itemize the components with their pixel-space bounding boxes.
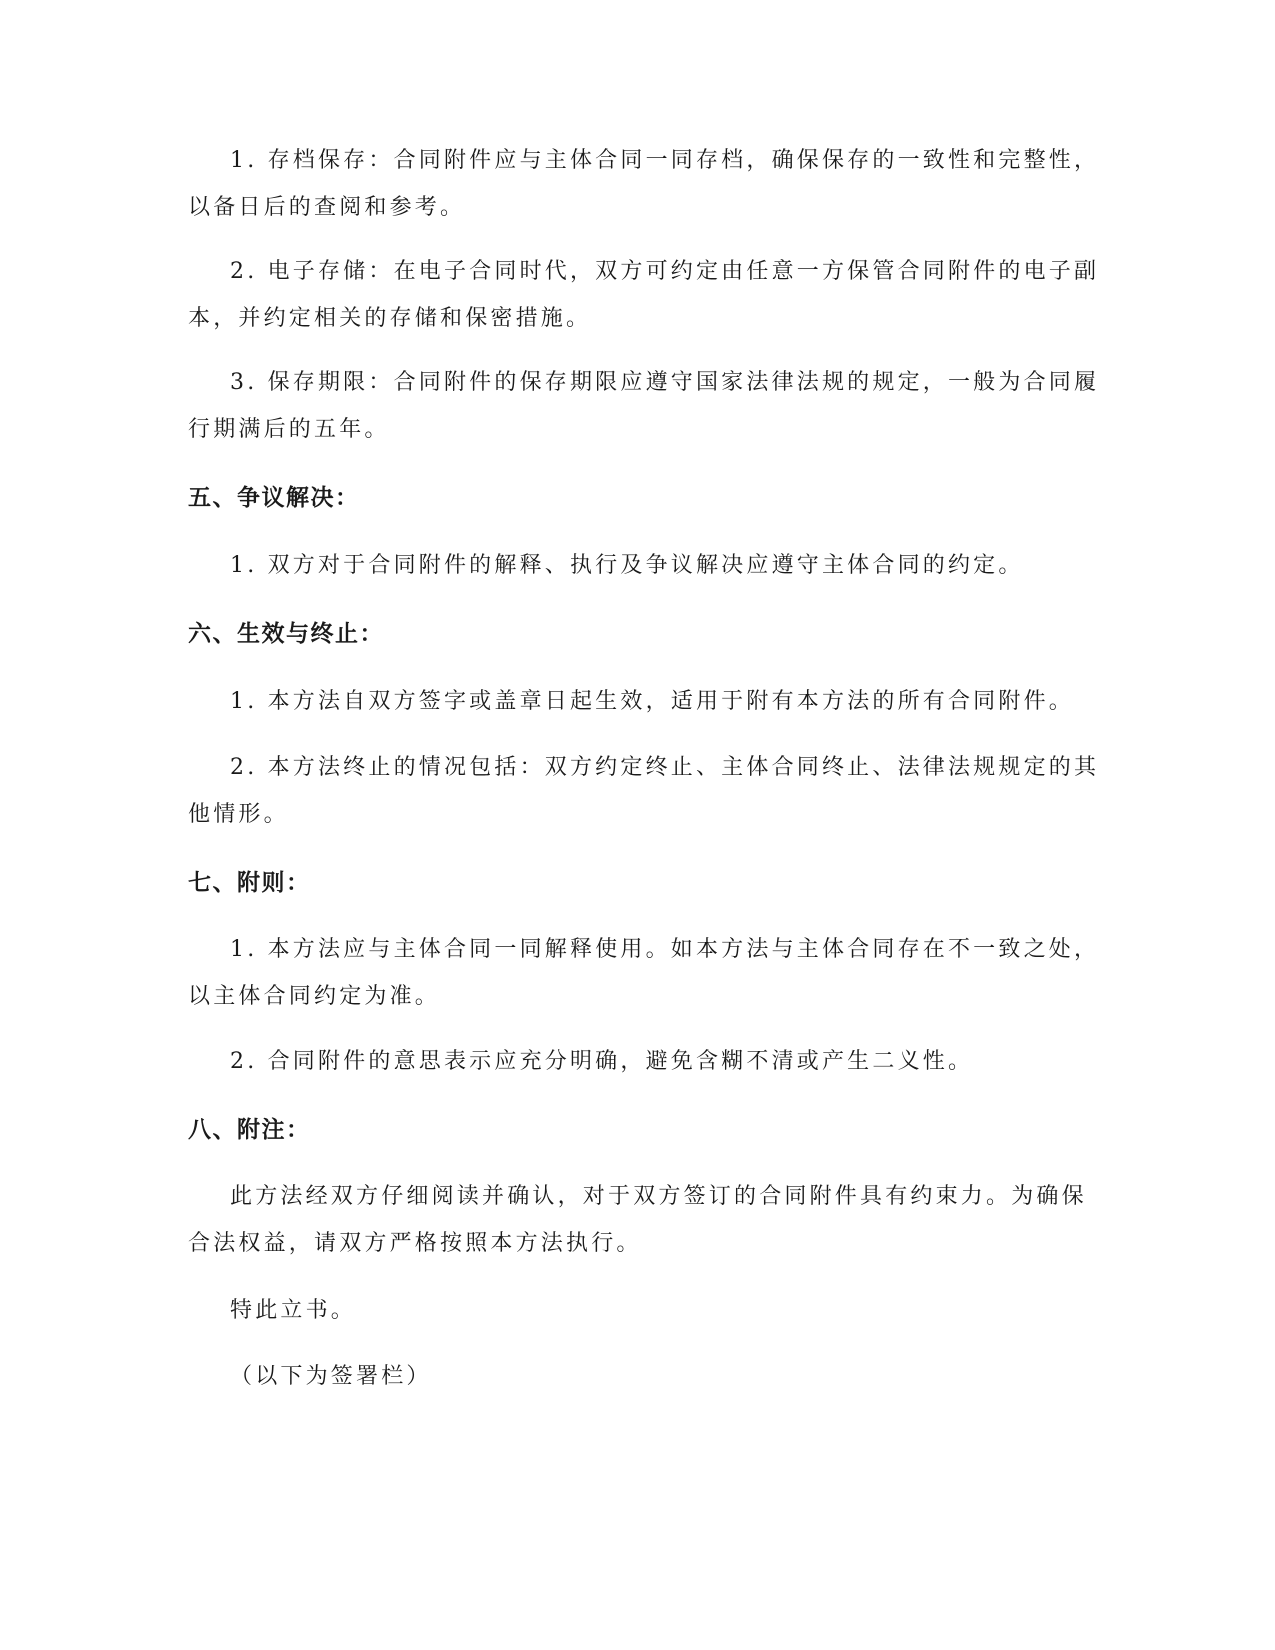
- s6-item2-line2: 他情形。: [188, 802, 289, 827]
- s8-para-line1: 此方法经双方仔细阅读并确认，对于双方签订的合同附件具有约束力。为确保: [230, 1184, 1087, 1209]
- s4-item1-line1: 1. 存档保存：合同附件应与主体合同一同存档，确保保存的一致性和完整性，: [230, 148, 1100, 173]
- s7-item2: 2. 合同附件的意思表示应充分明确，避免含糊不清或产生二义性。: [230, 1049, 974, 1074]
- s6-item1: 1. 本方法自双方签字或盖章日起生效，适用于附有本方法的所有合同附件。: [230, 689, 1074, 714]
- s7-item1-line2: 以主体合同约定为准。: [188, 984, 441, 1009]
- s6-item2-line1: 2. 本方法终止的情况包括：双方约定终止、主体合同终止、法律法规规定的其: [230, 755, 1100, 780]
- section-heading-dispute: 五、争议解决：: [188, 485, 360, 511]
- s4-item3-line1: 3. 保存期限：合同附件的保存期限应遵守国家法律法规的规定，一般为合同履: [230, 370, 1100, 395]
- section-heading-supplementary: 七、附则：: [188, 870, 311, 896]
- s5-item1: 1. 双方对于合同附件的解释、执行及争议解决应遵守主体合同的约定。: [230, 553, 1024, 578]
- section-heading-notes: 八、附注：: [188, 1117, 311, 1143]
- s4-item2-line2: 本，并约定相关的存储和保密措施。: [188, 306, 592, 331]
- closing-text: 特此立书。: [230, 1298, 357, 1323]
- s8-para-line2: 合法权益，请双方严格按照本方法执行。: [188, 1231, 642, 1256]
- s4-item1-line2: 以备日后的查阅和参考。: [188, 195, 466, 220]
- s4-item2-line1: 2. 电子存储：在电子合同时代，双方可约定由任意一方保管合同附件的电子副: [230, 259, 1100, 284]
- section-heading-effect: 六、生效与终止：: [188, 621, 384, 647]
- s7-item1-line1: 1. 本方法应与主体合同一同解释使用。如本方法与主体合同存在不一致之处，: [230, 937, 1100, 962]
- signature-note: （以下为签署栏）: [230, 1364, 432, 1389]
- s4-item3-line2: 行期满后的五年。: [188, 417, 390, 442]
